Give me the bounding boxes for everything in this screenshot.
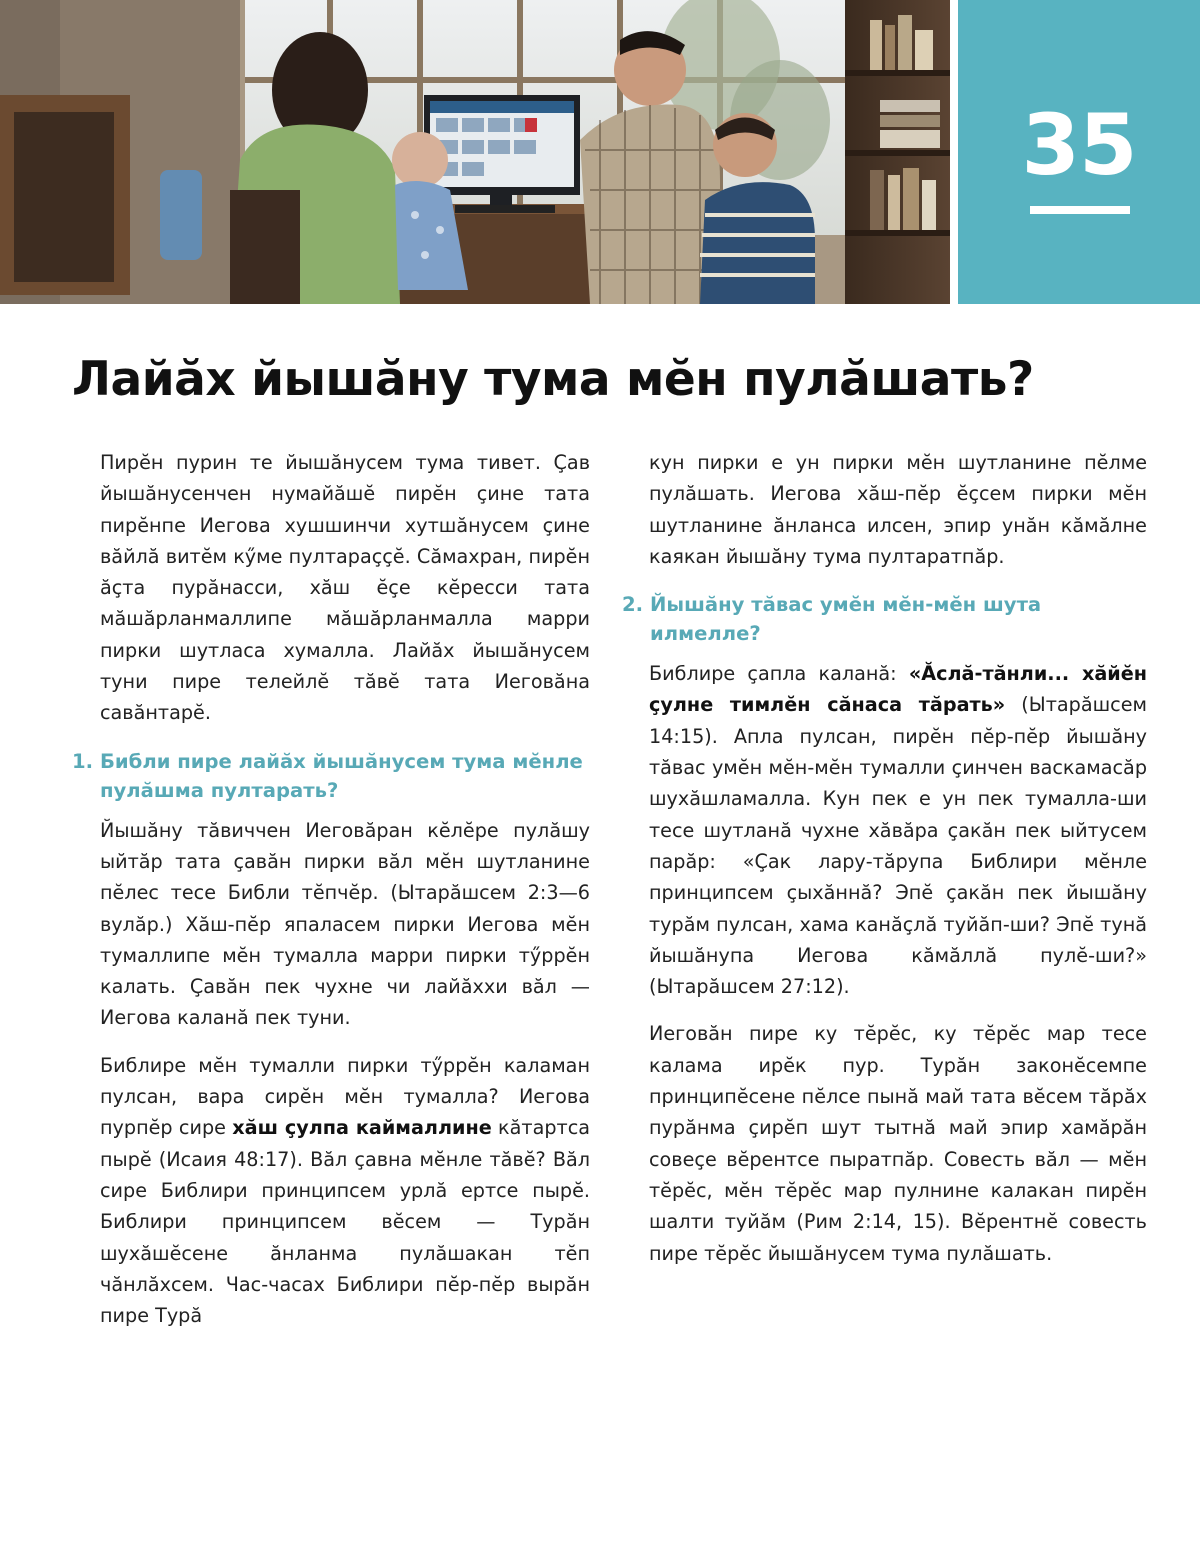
section-2-paragraph-1 bbox=[649, 658, 1147, 1002]
header-photo bbox=[0, 0, 950, 304]
right-column bbox=[622, 447, 1147, 1285]
question-1-heading-line2: пулӑшма пултарать? bbox=[100, 778, 339, 802]
section-2-paragraph-1-text-a: Библире ҫапла каланӑ: bbox=[649, 662, 909, 686]
question-2-number: 2. bbox=[622, 593, 644, 617]
section-2-paragraph-1-text-b: (Ытарӑшсем 14:15). Апла пулсан, пирӗн пӗр-пӗр йышӑну тӑвас умӗн мӗн-мӗн тумалли ҫинчен васкамасӑр шухӑшламалла. Кун пек е ун пек тумалла-ши тесе шутланӑ чухне хӑвӑра ҫакӑн пек ыйтусем парӑр: «Ҫак лару-тӑрупа Библири мӗнле принципсем ҫыхӑннӑ? Эпӗ ҫакӑн пек йышӑну турӑм пулсан, хама канӑҫлӑ туйӑп-ши? Эпӗ тунӑ йышӑнупа Иегова кӑмӑллӑ пулӗ-ши?» (Ытарӑшсем 27:12). bbox=[649, 693, 1147, 999]
lesson-number-badge bbox=[958, 0, 1200, 304]
question-1-heading bbox=[72, 747, 590, 805]
question-1-number: 1. bbox=[72, 749, 94, 773]
section-1-paragraph-2-bold: хӑш ҫулпа каймаллине bbox=[232, 1116, 492, 1140]
question-2-heading bbox=[622, 590, 1147, 648]
section-1-paragraph-2-continued: кун пирки е ун пирки мӗн шутланине пӗлме пулӑшать. Иегова хӑш-пӗр ӗҫсем пирки мӗн шутланине ӑнланса илсен, эпир унӑн кӑмӑлне каякан йышӑну тума пултаратпӑр. bbox=[649, 451, 1147, 568]
question-2-heading-line1: Йышӑну тӑвас умӗн мӗн-мӗн шута bbox=[650, 593, 1042, 617]
section-1-paragraph-2-text-b: кӑтартса пырӗ (Исаия 48:17). Вӑл ҫавна мӗнле тӑвӗ? Вӑл сире Библири принципсем урлӑ ертсе пырӗ. Библири принципсем вӗсем — Турӑн шухӑшӗсене ӑнланма пулӑшакан тӗп чӑнлӑхсем. Час-часах Библири пӗр-пӗр вырӑн пире Турӑ bbox=[100, 1116, 591, 1328]
left-column bbox=[72, 447, 591, 1347]
badge-underline bbox=[1030, 206, 1130, 214]
lesson-number: 35 bbox=[1021, 96, 1137, 194]
section-2-paragraph-2: Иеговӑн пире ку тӗрӗс, ку тӗрӗс мар тесе калама ирӗк пур. Турӑн законӗсемпе принципӗсене пӗлсе пынӑ май тата вӗсем тӑрӑх пурӑнма ҫирӗп шут тытнӑ май эпир хамӑрӑн совеҫе вӗрентсе пыратпӑр. Совесть вӑл — мӗн тӗрӗс, мӗн тӗрӗс мар пулнине калакан пирӗн шалти туйӑм (Рим 2:14, 15). Вӗрентнӗ совесть пире тӗрӗс йышӑнусем тума пулӑшать. bbox=[649, 1022, 1147, 1265]
section-1-paragraph-1: Йышӑну тӑвиччен Иеговӑран кӗлӗре пулӑшу ыйтӑр тата ҫавӑн пирки вӑл мӗн шутланине пӗлес тесе Библи тӗпчӗр. (Ытарӑшсем 2:3—6 вулӑр.) Хӑш-пӗр япаласем пирки Иегова мӗн тумаллипе мӗн тумалла марри пирки тӳррӗн калать. Ҫавӑн пек чухне чи лайӑххи вӑл — Иегова каланӑ пек туни. bbox=[100, 818, 590, 1030]
page-title: Лайӑх йышӑну тума мӗн пулӑшать? bbox=[72, 352, 1034, 407]
intro-paragraph: Пирӗн пурин те йышӑнусем тума тивет. Ҫав йышӑнусенчен нумайӑшӗ пирӗн ҫине тата пирӗнпе Иегова хушшинчи хутшӑнусем ҫине вӑйлӑ витӗм кӳме пултараҫҫӗ. Сӑмахран, пирӗн ӑҫта пурӑнасси, хӑш ӗҫе кӗресси тата мӑшӑрланмаллипе мӑшӑрланмалла марри пирки шутласа хумалла. Лайӑх йышӑнусем туни пире телейлӗ тӑвӗ тата Иеговӑна савӑнтарӗ. bbox=[100, 451, 590, 725]
family-at-computer-illustration bbox=[0, 0, 950, 304]
question-1-heading-line1: Библи пире лайӑх йышӑнусем тума мӗнле bbox=[100, 749, 583, 773]
section-2-paragraph-1-bold: «Ӑслӑ-тӑнли... хӑйӗн ҫулне тимлӗн сӑнаса тӑрать» bbox=[649, 662, 1147, 717]
question-2-heading-line2: илмелле? bbox=[650, 622, 761, 646]
section-1-paragraph-2 bbox=[100, 1050, 590, 1332]
section-1-paragraph-2-text-a: Библире мӗн тумалли пирки тӳррӗн каламан пулсан, вара сирӗн мӗн тумалла? Иегова пурпӗр сире bbox=[100, 1053, 590, 1140]
